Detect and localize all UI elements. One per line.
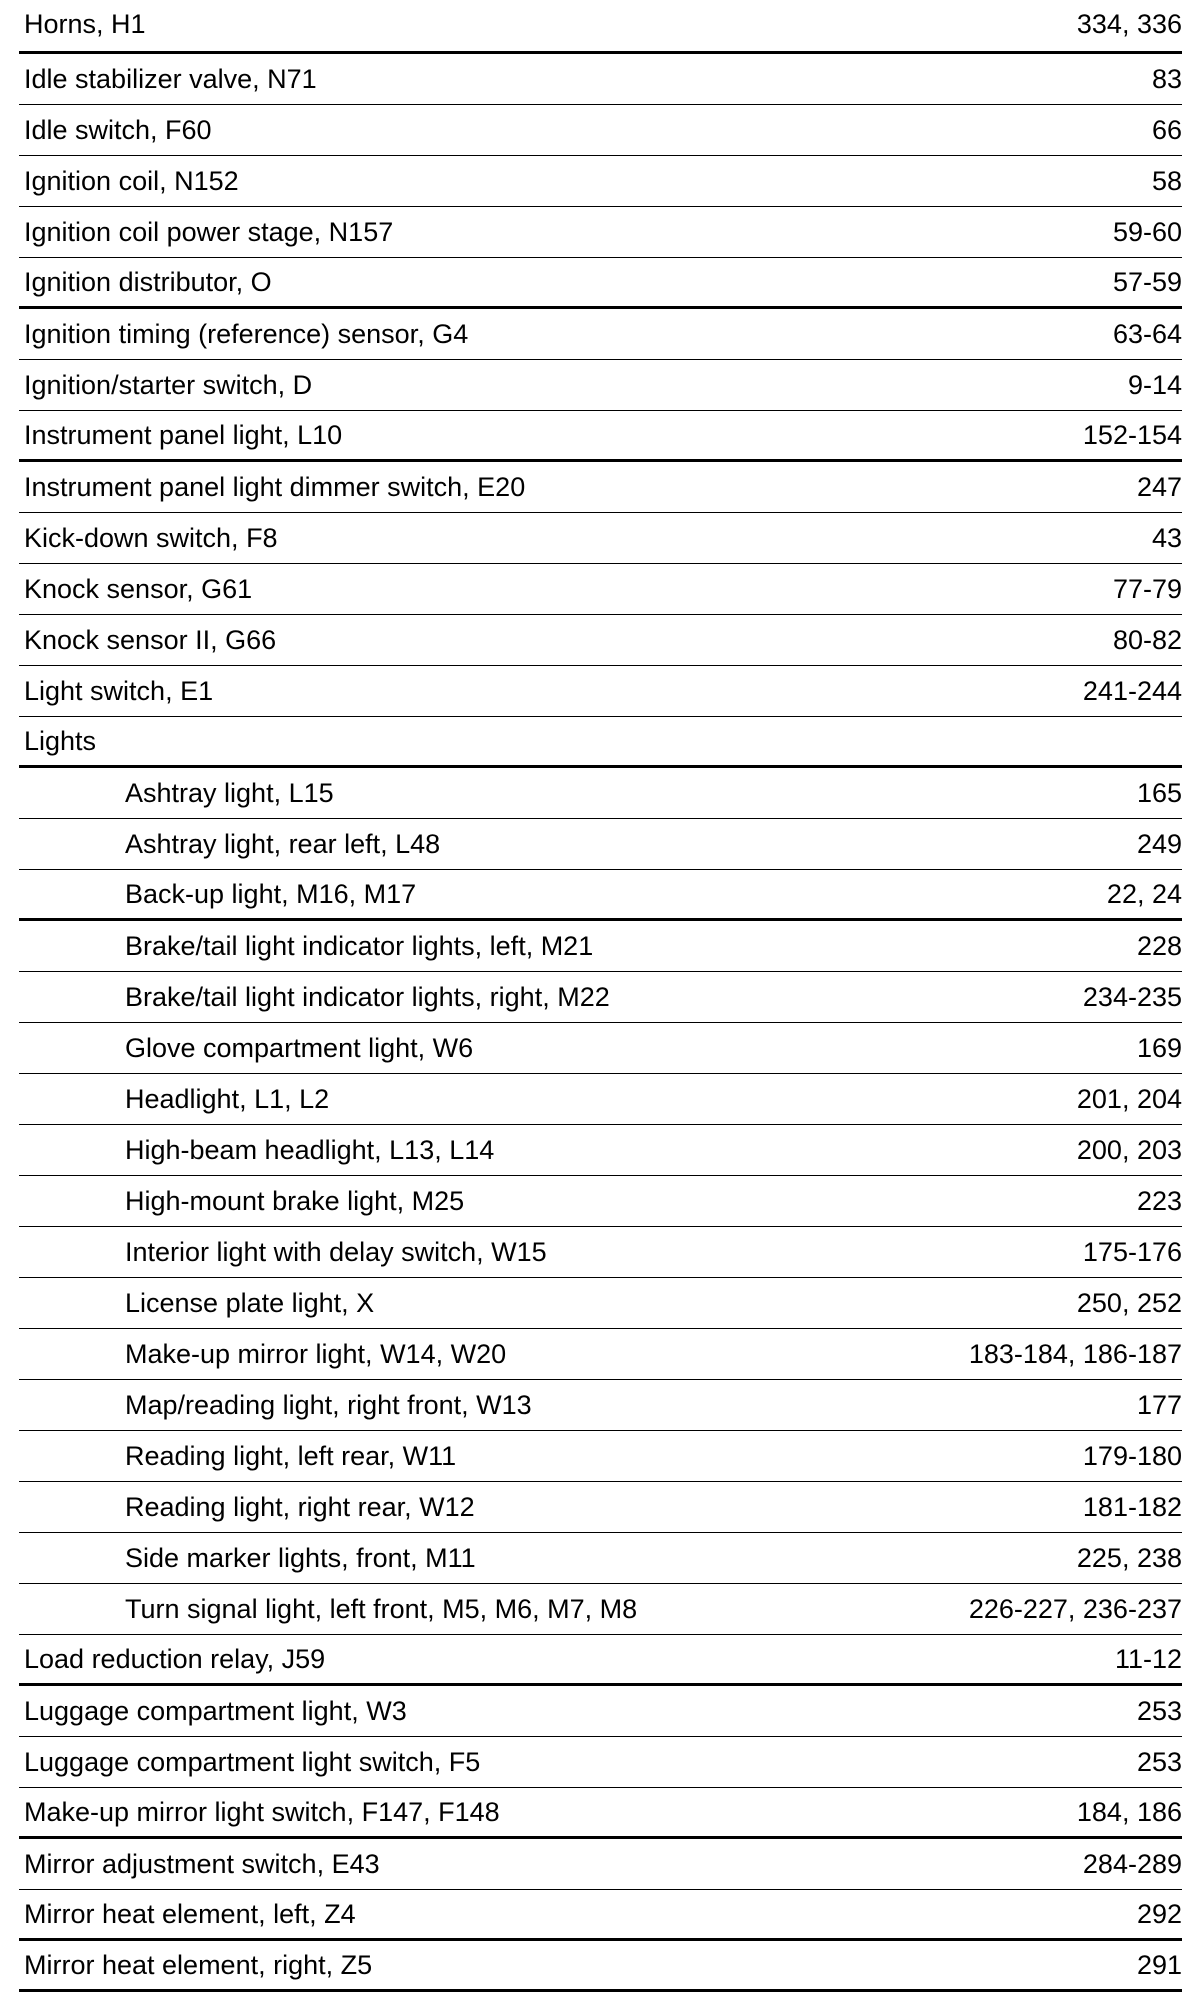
entry-name: Luggage compartment light switch, F5: [24, 1746, 481, 1777]
entry-name: Make-up mirror light switch, F147, F148: [24, 1796, 500, 1827]
entry-name: Reading light, left rear, W11: [125, 1440, 457, 1471]
entry-name: Mirror heat element, left, Z4: [24, 1898, 356, 1929]
entry-pages: 22, 24: [1106, 878, 1182, 909]
index-subentry-row: [19, 1176, 1182, 1227]
entry-name: Ashtray light, L15: [125, 777, 334, 808]
entry-pages: 183-184, 186-187: [968, 1338, 1182, 1369]
entry-pages: 225, 238: [1076, 1542, 1182, 1573]
entry-pages: 169: [1136, 1032, 1182, 1063]
index-subentry-row: [19, 1023, 1182, 1074]
index-entry-row: [19, 0, 1182, 54]
index-entry-row: [19, 258, 1182, 309]
entry-name: Instrument panel light dimmer switch, E20: [24, 471, 526, 502]
index-entry-row: [19, 1788, 1182, 1839]
entry-pages: 200, 203: [1076, 1134, 1182, 1165]
index-subentry-row: [19, 819, 1182, 870]
index-entry-row: [19, 717, 1182, 768]
entry-pages: 201, 204: [1076, 1083, 1182, 1114]
entry-pages: 334, 336: [1076, 8, 1182, 39]
entry-name: Knock sensor II, G66: [24, 624, 277, 655]
entry-name: Lights: [24, 725, 97, 756]
index-subentry-row: [19, 1278, 1182, 1329]
index-subentry-row: [19, 1584, 1182, 1635]
entry-name: License plate light, X: [125, 1287, 375, 1318]
entry-pages: 247: [1136, 471, 1182, 502]
entry-pages: 11-12: [1114, 1643, 1182, 1674]
entry-name: Ignition distributor, O: [24, 266, 272, 297]
entry-name: Mirror heat element, right, Z5: [24, 1949, 373, 1980]
entry-name: Luggage compartment light, W3: [24, 1695, 407, 1726]
entry-name: Back-up light, M16, M17: [125, 878, 417, 909]
entry-name: High-beam headlight, L13, L14: [125, 1134, 495, 1165]
entry-name: Headlight, L1, L2: [125, 1083, 330, 1114]
entry-pages: 152-154: [1082, 419, 1182, 450]
entry-pages: 284-289: [1082, 1848, 1182, 1879]
index-entry-row: [19, 615, 1182, 666]
entry-pages: 83: [1151, 63, 1182, 94]
entry-name: Ignition/starter switch, D: [24, 369, 313, 400]
entry-name: Glove compartment light, W6: [125, 1032, 474, 1063]
index-subentry-row: [19, 768, 1182, 819]
entry-name: Side marker lights, front, M11: [125, 1542, 476, 1573]
index-entry-row: [19, 1890, 1182, 1941]
entry-pages: 228: [1136, 930, 1182, 961]
index-subentry-row: [19, 870, 1182, 921]
entry-pages: 253: [1136, 1695, 1182, 1726]
entry-name: Idle stabilizer valve, N71: [24, 63, 317, 94]
entry-name: Ashtray light, rear left, L48: [125, 828, 441, 859]
entry-pages: 291: [1136, 1949, 1182, 1980]
index-entry-row: [19, 54, 1182, 105]
entry-pages: 59-60: [1112, 216, 1182, 247]
entry-name: Brake/tail light indicator lights, right, M22: [125, 981, 610, 1012]
entry-name: Mirror adjustment switch, E43: [24, 1848, 380, 1879]
entry-pages: 77-79: [1112, 573, 1182, 604]
entry-pages: 177: [1136, 1389, 1182, 1420]
index-subentry-row: [19, 1533, 1182, 1584]
index-entry-row: [19, 309, 1182, 360]
entry-pages: 175-176: [1082, 1236, 1182, 1267]
index-subentry-row: [19, 1125, 1182, 1176]
index-entry-row: [19, 666, 1182, 717]
entry-name: Reading light, right rear, W12: [125, 1491, 475, 1522]
entry-pages: 179-180: [1082, 1440, 1182, 1471]
index-entry-row: [19, 1737, 1182, 1788]
index-subentry-row: [19, 1227, 1182, 1278]
entry-pages: 58: [1151, 165, 1182, 196]
entry-name: Light switch, E1: [24, 675, 214, 706]
entry-name: Horns, H1: [24, 8, 146, 39]
entry-name: Kick-down switch, F8: [24, 522, 278, 553]
index-subentry-row: [19, 1380, 1182, 1431]
index-entry-row: [19, 1941, 1182, 1992]
entry-pages: 9-14: [1127, 369, 1182, 400]
index-subentry-row: [19, 1074, 1182, 1125]
index-subentry-row: [19, 1329, 1182, 1380]
entry-pages: 57-59: [1112, 266, 1182, 297]
index-entry-row: [19, 156, 1182, 207]
index-entry-row: [19, 513, 1182, 564]
index-entry-row: [19, 360, 1182, 411]
entry-pages: 253: [1136, 1746, 1182, 1777]
entry-name: High-mount brake light, M25: [125, 1185, 465, 1216]
entry-pages: 165: [1136, 777, 1182, 808]
entry-pages: 250, 252: [1076, 1287, 1182, 1318]
index-entry-row: [19, 1839, 1182, 1890]
entry-name: Interior light with delay switch, W15: [125, 1236, 547, 1267]
entry-pages: 63-64: [1112, 318, 1182, 349]
entry-name: Brake/tail light indicator lights, left, M21: [125, 930, 594, 961]
index-entry-row: [19, 207, 1182, 258]
entry-name: Make-up mirror light, W14, W20: [125, 1338, 507, 1369]
entry-name: Knock sensor, G61: [24, 573, 253, 604]
entry-name: Ignition coil power stage, N157: [24, 216, 394, 247]
entry-pages: 249: [1136, 828, 1182, 859]
index-subentry-row: [19, 921, 1182, 972]
entry-pages: 223: [1136, 1185, 1182, 1216]
index-subentry-row: [19, 1431, 1182, 1482]
index-subentry-row: [19, 1482, 1182, 1533]
index-entry-row: [19, 1635, 1182, 1686]
entry-name: Load reduction relay, J59: [24, 1643, 326, 1674]
entry-name: Idle switch, F60: [24, 114, 212, 145]
entry-pages: 66: [1151, 114, 1182, 145]
entry-name: Instrument panel light, L10: [24, 419, 343, 450]
entry-name: Ignition timing (reference) sensor, G4: [24, 318, 469, 349]
entry-pages: 80-82: [1112, 624, 1182, 655]
index-entry-row: [19, 105, 1182, 156]
entry-pages: 241-244: [1082, 675, 1182, 706]
entry-pages: 292: [1136, 1898, 1182, 1929]
entry-name: Turn signal light, left front, M5, M6, M7, M8: [125, 1593, 638, 1624]
index-entry-row: [19, 462, 1182, 513]
entry-pages: 234-235: [1082, 981, 1182, 1012]
index-table: [19, 0, 1182, 1992]
entry-name: Ignition coil, N152: [24, 165, 239, 196]
index-entry-row: [19, 411, 1182, 462]
index-entry-row: [19, 1686, 1182, 1737]
entry-name: Map/reading light, right front, W13: [125, 1389, 532, 1420]
entry-pages: 184, 186: [1076, 1796, 1182, 1827]
entry-pages: 226-227, 236-237: [968, 1593, 1182, 1624]
entry-pages: 181-182: [1082, 1491, 1182, 1522]
entry-pages: 43: [1151, 522, 1182, 553]
index-entry-row: [19, 564, 1182, 615]
index-subentry-row: [19, 972, 1182, 1023]
